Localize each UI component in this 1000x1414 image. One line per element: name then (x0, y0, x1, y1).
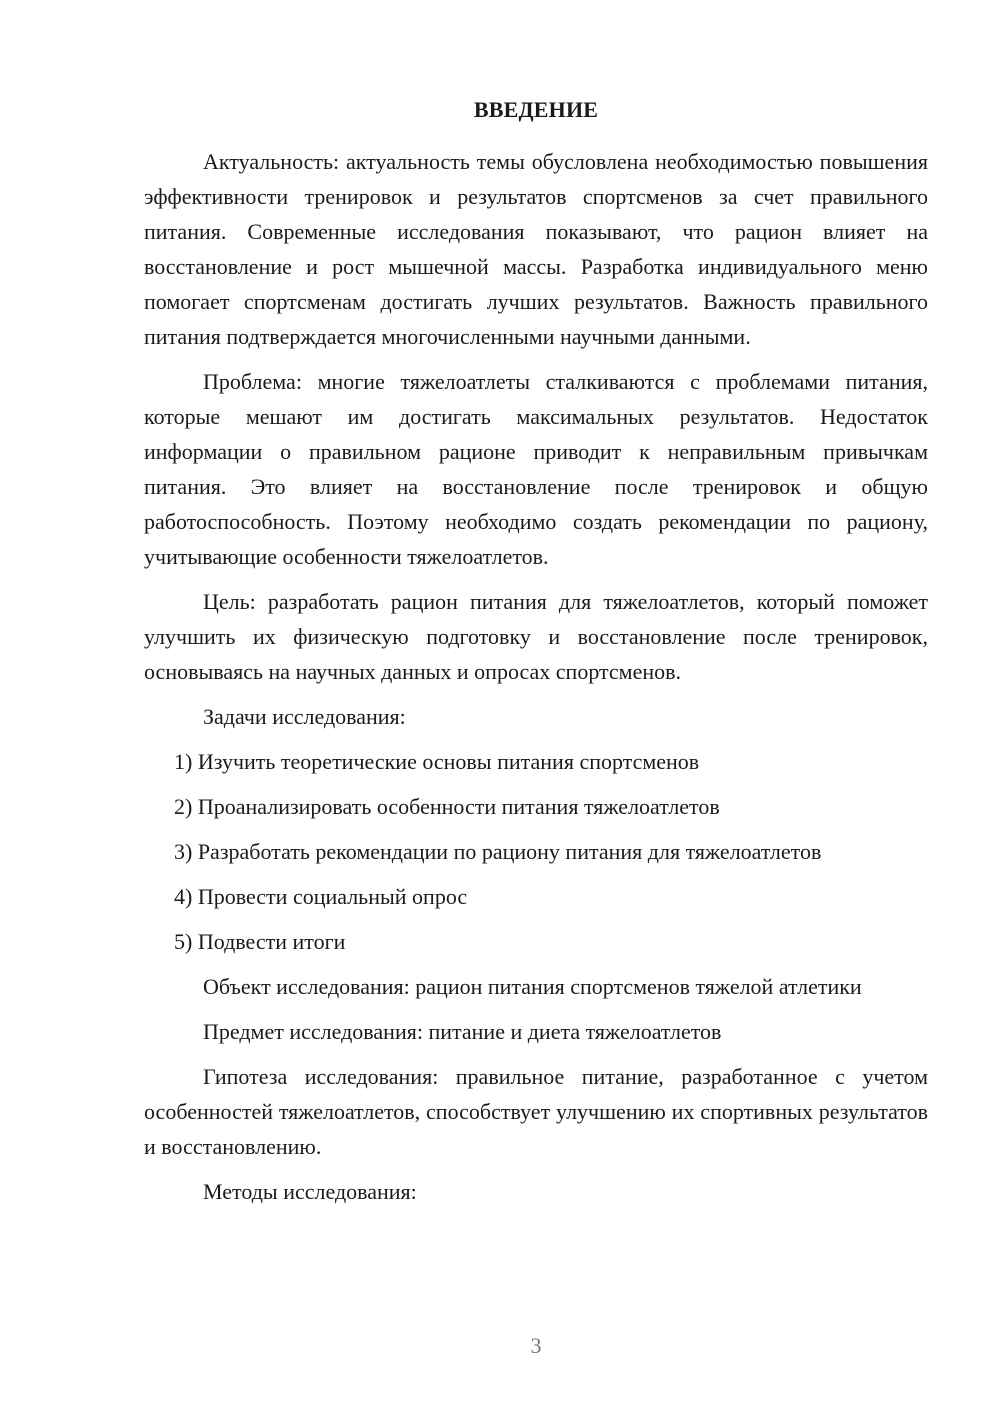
list-item: 2) Проанализировать особенности питания тяжелоатлетов (174, 794, 720, 819)
paragraph-problem: Проблема: многие тяжелоатлеты сталкиваются с проблемами питания, которые мешают им достигать максимальных результатов. Недостаток информации о правильном рационе приводит к неправильным привычкам питания. Это влияет на восстановление после тренировок и общую работоспособность. Поэтому необходимо создать рекомендации по рациону, учитывающие особенности тяжелоатлетов. (144, 369, 928, 569)
page-number: 3 (530, 1333, 542, 1358)
document-page (144, 96, 928, 1219)
paragraph-subject: Предмет исследования: питание и диета тяжелоатлетов (203, 1019, 722, 1044)
tasks-heading: Задачи исследования: (203, 704, 406, 729)
list-item: 3) Разработать рекомендации по рациону питания для тяжелоатлетов (174, 839, 822, 864)
tasks-list (144, 744, 928, 959)
paragraph-object: Объект исследования: рацион питания спортсменов тяжелой атлетики (203, 974, 862, 999)
list-item: 4) Провести социальный опрос (174, 884, 468, 909)
list-item: 5) Подвести итоги (174, 929, 346, 954)
paragraph-goal: Цель: разработать рацион питания для тяжелоатлетов, который поможет улучшить их физическую подготовку и восстановление после тренировок, основываясь на научных данных и опросах спортсменов. (144, 589, 928, 684)
paragraph-hypothesis: Гипотеза исследования: правильное питание, разработанное с учетом особенностей тяжелоатлетов, способствует улучшению их спортивных результатов и восстановлению. (144, 1064, 928, 1159)
page-title: ВВЕДЕНИЕ (473, 97, 599, 122)
list-item: 1) Изучить теоретические основы питания спортсменов (174, 749, 700, 774)
paragraph-relevance: Актуальность: актуальность темы обусловлена необходимостью повышения эффективности тренировок и результатов спортсменов за счет правильного питания. Современные исследования показывают, что рацион влияет на восстановление и рост мышечной массы. Разработка индивидуального меню помогает спортсменам достигать лучших результатов. Важность правильного питания подтверждается многочисленными научными данными. (144, 149, 928, 349)
methods-heading: Методы исследования: (203, 1179, 417, 1204)
